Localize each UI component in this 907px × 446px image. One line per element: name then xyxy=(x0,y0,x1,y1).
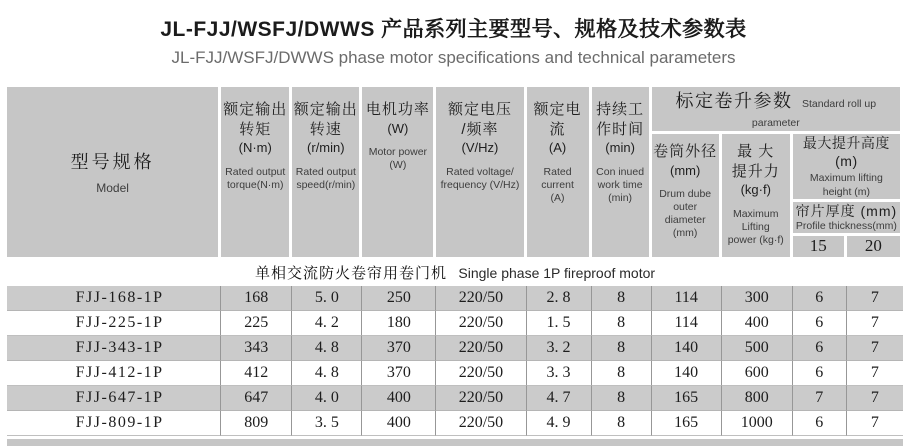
cell-h20: 7 xyxy=(847,311,903,336)
spec-table xyxy=(7,87,903,446)
cell-h20: 7 xyxy=(847,286,903,311)
group-header-zh: 标定卷升参数 xyxy=(675,91,793,111)
cell-current: 4. 9 xyxy=(527,411,592,436)
section-row xyxy=(7,260,903,286)
table-row xyxy=(7,311,903,336)
cell-worktime: 8 xyxy=(592,386,652,411)
cell-voltage: 220/50 xyxy=(436,386,526,411)
col-header-lift: 最 大 提升力 (kg·f) Maximum Lifting power (kg·f) xyxy=(722,134,793,260)
cell-drum: 165 xyxy=(652,411,722,436)
cell-speed: 4. 8 xyxy=(292,336,362,361)
table-row xyxy=(7,386,903,411)
section-title xyxy=(7,260,903,286)
cell-speed: 4. 8 xyxy=(292,361,362,386)
section-title-en: Single phase 1P fireproof motor xyxy=(458,265,656,282)
cell-voltage: 220/50 xyxy=(436,336,526,361)
cell-torque: 412 xyxy=(221,361,292,386)
cell-speed: 4. 0 xyxy=(292,386,362,411)
cell-drum: 114 xyxy=(652,286,722,311)
group-header-en: Standard roll up parameter xyxy=(751,98,877,129)
col-header-max-height: 最大提升高度 (m) Maximum lifting height (m) xyxy=(793,134,903,202)
cell-lift: 500 xyxy=(722,336,793,361)
table-row xyxy=(7,361,903,386)
cell-worktime: 8 xyxy=(592,311,652,336)
col-header-current: 额定电流 (A) Rated current (A) xyxy=(527,87,592,260)
cell-voltage: 220/50 xyxy=(436,286,526,311)
cell-power: 370 xyxy=(362,361,436,386)
cell-lift: 600 xyxy=(722,361,793,386)
cell-drum: 140 xyxy=(652,336,722,361)
cell-power: 400 xyxy=(362,386,436,411)
cell-current: 3. 2 xyxy=(527,336,592,361)
cell-power: 180 xyxy=(362,311,436,336)
col-header-model xyxy=(7,87,221,260)
col-header-model-zh: 型号规格 xyxy=(70,151,155,172)
cell-torque: 343 xyxy=(221,336,292,361)
col-header-thickness-15: 15 xyxy=(793,236,847,260)
clipped-next-row xyxy=(7,436,903,446)
cell-model: FJJ-343-1P xyxy=(7,336,221,361)
cell-current: 4. 7 xyxy=(527,386,592,411)
cell-model: FJJ-168-1P xyxy=(7,286,221,311)
cell-torque: 168 xyxy=(221,286,292,311)
col-header-torque: 额定输出 转矩 (N·m) Rated output torque(N·m) xyxy=(221,87,292,260)
col-header-worktime: 持续工 作时间 (min) Con inued work time (min) xyxy=(592,87,652,260)
cell-model: FJJ-412-1P xyxy=(7,361,221,386)
cell-h20: 7 xyxy=(847,361,903,386)
cell-drum: 165 xyxy=(652,386,722,411)
cell-model: FJJ-647-1P xyxy=(7,386,221,411)
cell-torque: 225 xyxy=(221,311,292,336)
cell-h15: 7 xyxy=(793,386,847,411)
cell-lift: 400 xyxy=(722,311,793,336)
clipped-next-row-band xyxy=(7,436,903,446)
cell-torque: 809 xyxy=(221,411,292,436)
page-subtitle: JL-FJJ/WSFJ/DWWS phase motor specifications and technical parameters xyxy=(171,48,736,67)
cell-lift: 800 xyxy=(722,386,793,411)
cell-h20: 7 xyxy=(847,411,903,436)
cell-lift: 1000 xyxy=(722,411,793,436)
cell-h15: 6 xyxy=(793,311,847,336)
cell-torque: 647 xyxy=(221,386,292,411)
section-title-zh: 单相交流防火卷帘用卷门机 xyxy=(254,265,447,283)
table-row xyxy=(7,286,903,311)
cell-speed: 4. 2 xyxy=(292,311,362,336)
cell-worktime: 8 xyxy=(592,286,652,311)
col-header-thickness-20: 20 xyxy=(847,236,903,260)
group-header-roll-up xyxy=(652,87,903,134)
table-row xyxy=(7,411,903,436)
cell-voltage: 220/50 xyxy=(436,311,526,336)
cell-h15: 6 xyxy=(793,361,847,386)
col-header-power: 电机功率 (W) Motor power (W) xyxy=(362,87,436,260)
cell-h20: 7 xyxy=(847,386,903,411)
page-title: JL-FJJ/WSFJ/DWWS 产品系列主要型号、规格及技术参数表 xyxy=(160,18,747,41)
cell-voltage: 220/50 xyxy=(436,411,526,436)
cell-speed: 3. 5 xyxy=(292,411,362,436)
cell-h15: 6 xyxy=(793,286,847,311)
cell-model: FJJ-809-1P xyxy=(7,411,221,436)
cell-power: 250 xyxy=(362,286,436,311)
cell-current: 1. 5 xyxy=(527,311,592,336)
cell-worktime: 8 xyxy=(592,361,652,386)
cell-power: 370 xyxy=(362,336,436,361)
cell-current: 2. 8 xyxy=(527,286,592,311)
cell-worktime: 8 xyxy=(592,336,652,361)
cell-h20: 7 xyxy=(847,336,903,361)
col-header-profile-thickness: 帘片厚度 (mm) Profile thickness(mm) xyxy=(793,202,903,236)
cell-voltage: 220/50 xyxy=(436,361,526,386)
table-row xyxy=(7,336,903,361)
cell-lift: 300 xyxy=(722,286,793,311)
col-header-speed: 额定输出 转速 (r/min) Rated output speed(r/min) xyxy=(292,87,362,260)
cell-model: FJJ-225-1P xyxy=(7,311,221,336)
cell-power: 400 xyxy=(362,411,436,436)
cell-speed: 5. 0 xyxy=(292,286,362,311)
cell-h15: 6 xyxy=(793,336,847,361)
col-header-model-en: Model xyxy=(96,180,129,195)
col-header-voltage: 额定电压 /频率 (V/Hz) Rated voltage/ frequency (V/Hz) xyxy=(436,87,526,260)
cell-worktime: 8 xyxy=(592,411,652,436)
col-header-drum: 卷筒外径 (mm) Drum dube outer diameter (mm) xyxy=(652,134,722,260)
cell-h15: 6 xyxy=(793,411,847,436)
cell-drum: 114 xyxy=(652,311,722,336)
cell-current: 3. 3 xyxy=(527,361,592,386)
cell-drum: 140 xyxy=(652,361,722,386)
